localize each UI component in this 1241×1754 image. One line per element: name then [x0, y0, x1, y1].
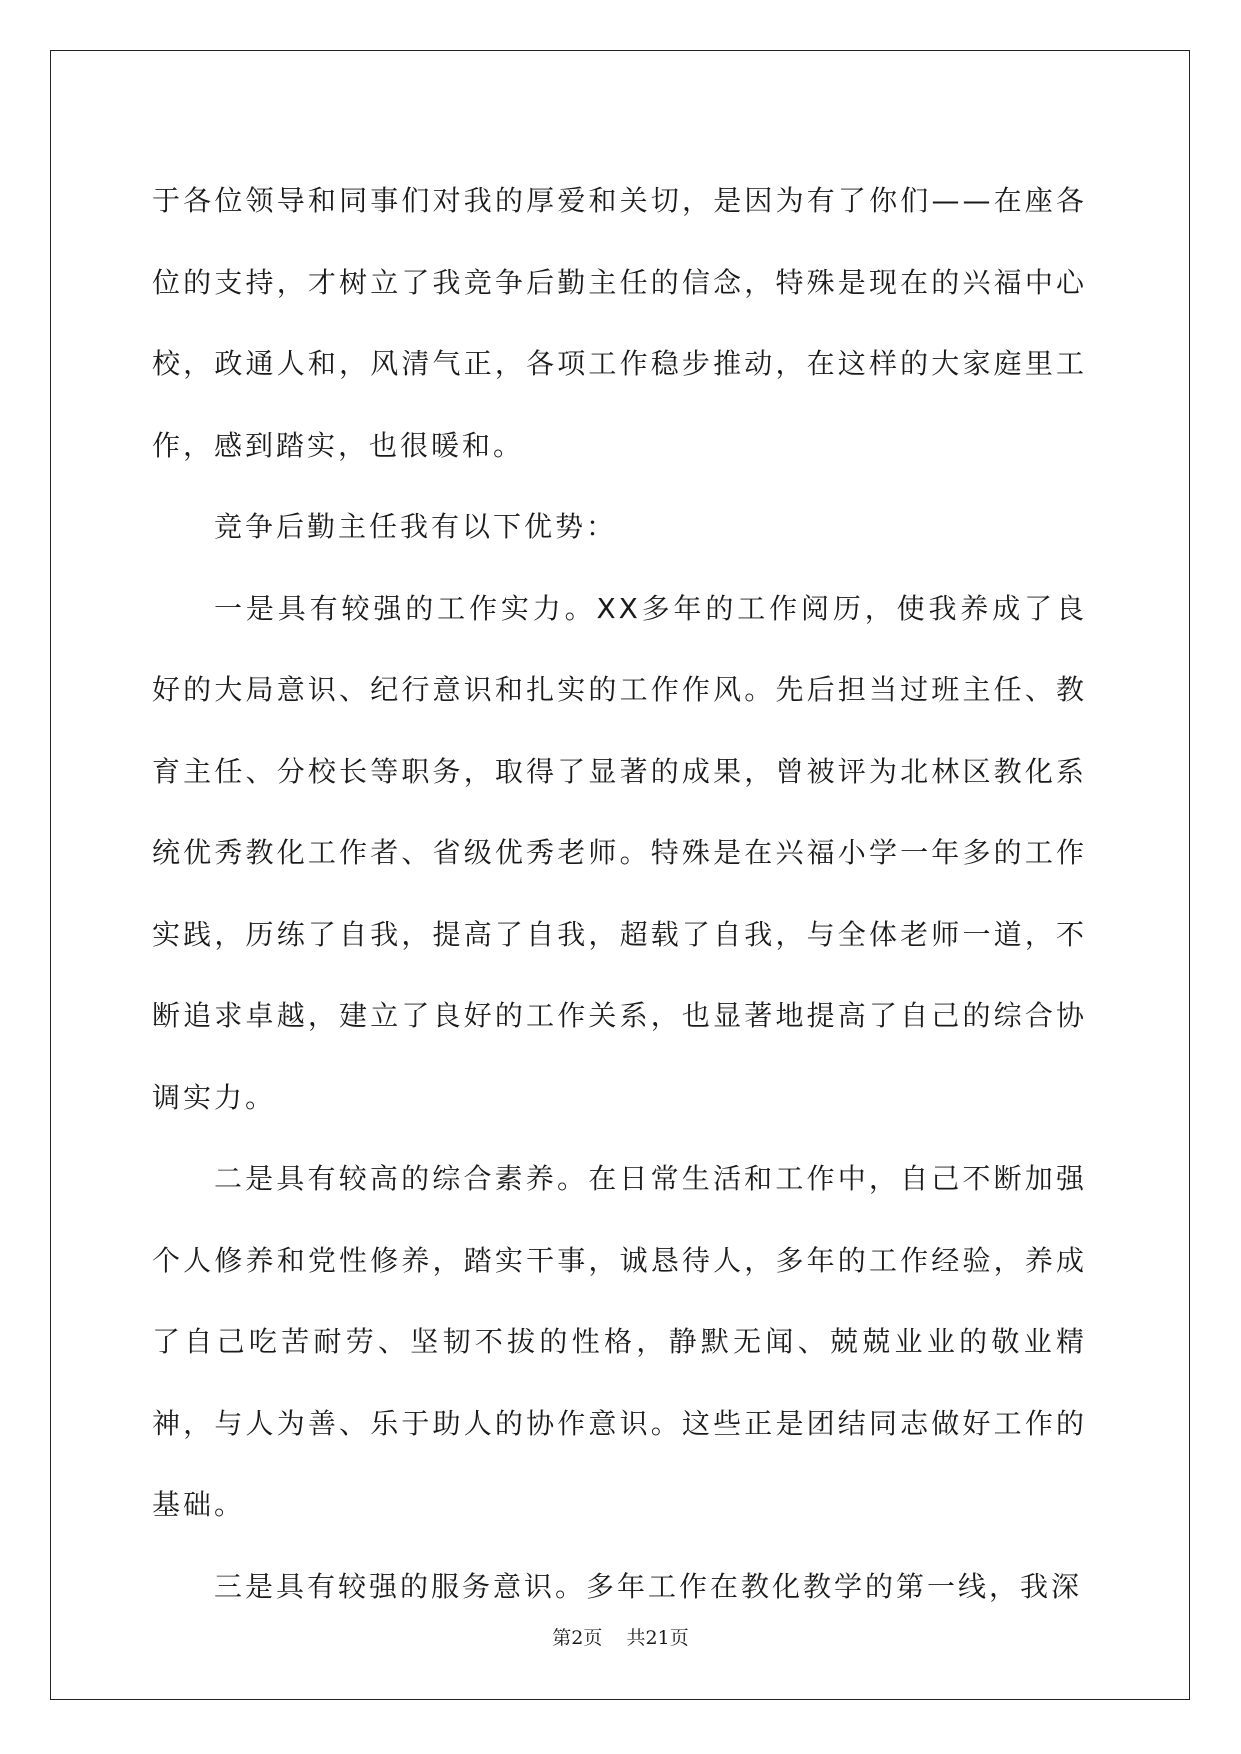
paragraph-2: 竞争后勤主任我有以下优势：: [214, 510, 618, 543]
page-number: 第2页: [552, 1627, 603, 1649]
paragraph-4: 二是具有较高的综合素养。在日常生活和工作中，自己不断加强个人修养和党性修养，踏实干事，诚恳待人，多年的工作经验，养成了自己吃苦耐劳、坚韧不拔的性格，静默无闻、兢兢业业的敬业精神，与人为善、乐于助人的协作意识。这些正是团结同志做好工作的基础。: [152, 1162, 1087, 1521]
document-body: [152, 160, 1087, 1627]
page-footer: [0, 1623, 1241, 1650]
paragraph-5: 三是具有较强的服务意识。多年工作在教化教学的第一线，我深: [214, 1569, 1083, 1603]
page-total: 共21页: [626, 1627, 689, 1649]
paragraph-3: 一是具有较强的工作实力。XX多年的工作阅历，使我养成了良好的大局意识、纪行意识和扎实的工作作风。先后担当过班主任、教育主任、分校长等职务，取得了显著的成果，曾被评为北林区教化系统优秀教化工作者、省级优秀老师。特殊是在兴福小学一年多的工作实践，历练了自我，提高了自我，超载了自我，与全体老师一道，不断追求卓越，建立了良好的工作关系，也显著地提高了自己的综合协调实力。: [152, 591, 1087, 1114]
paragraph-1: 于各位领导和同事们对我的厚爱和关切，是因为有了你们——在座各位的支持，才树立了我竞争后勤主任的信念，特殊是现在的兴福中心校，政通人和，风清气正，各项工作稳步推动，在这样的大家庭里工作，感到踏实，也很暖和。: [152, 184, 1087, 462]
